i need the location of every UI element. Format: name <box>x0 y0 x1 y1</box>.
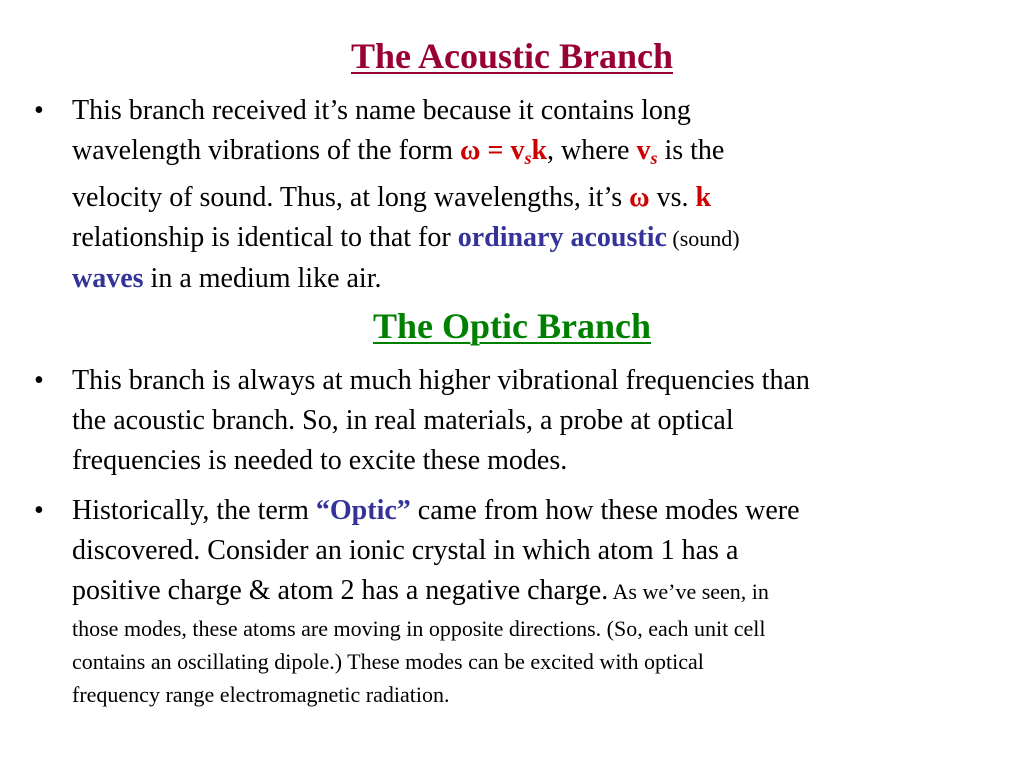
text-span-small: As we’ve seen, in <box>608 579 769 604</box>
small-text-block <box>72 612 984 711</box>
bullet-dot: • <box>34 365 44 396</box>
text-span: wavelength vibrations of the form <box>72 135 461 166</box>
formula-k: k <box>531 135 548 166</box>
subscript-s: s <box>650 148 658 168</box>
text-line <box>72 178 984 218</box>
text-line: frequency range electromagnetic radiation. <box>72 682 450 707</box>
subscript-s: s <box>524 148 532 168</box>
optic-branch-heading: The Optic Branch <box>372 306 651 346</box>
bullet-body <box>72 91 984 299</box>
text-span: velocity of sound. Thus, at long wavelengths, it’s <box>72 182 630 213</box>
text-line <box>72 218 984 259</box>
bullet-dot: • <box>34 495 44 526</box>
text-line: contains an oscillating dipole.) These modes can be excited with optical <box>72 649 704 674</box>
formula-k: k <box>695 182 712 213</box>
text-line <box>72 259 984 299</box>
text-span-small: (sound) <box>666 226 740 251</box>
text-line: the acoustic branch. So, in real materials, a probe at optical <box>72 405 734 436</box>
text-span: came from how these modes were <box>410 495 800 526</box>
formula-omega: ω <box>629 182 650 213</box>
text-line: those modes, these atoms are moving in opposite directions. (So, each unit cell <box>72 616 766 641</box>
bullet-optic-frequencies <box>34 361 984 481</box>
text-line: This branch received it’s name because it contains long <box>72 95 691 126</box>
dispersion-formula <box>460 135 547 166</box>
text-span: , where <box>547 135 637 166</box>
text-span: vs. <box>649 182 696 213</box>
text-line <box>72 131 984 178</box>
bullet-acoustic-description <box>34 91 984 299</box>
bullet-body <box>72 361 984 481</box>
text-span: positive charge & atom 2 has a negative charge. <box>72 575 609 606</box>
text-line <box>72 571 984 612</box>
text-span: is the <box>657 135 725 166</box>
emphasis-optic: “Optic” <box>315 495 411 526</box>
text-line <box>72 491 984 531</box>
text-span: Historically, the term <box>72 495 316 526</box>
text-span: relationship is identical to that for <box>72 222 458 253</box>
text-span: in a medium like air. <box>143 263 382 294</box>
acoustic-branch-heading: The Acoustic Branch <box>350 36 673 76</box>
bullet-optic-history <box>34 491 984 711</box>
formula-v: v <box>636 135 651 166</box>
bullet-body <box>72 491 984 711</box>
formula-velocity <box>636 135 657 166</box>
text-line: discovered. Consider an ionic crystal in which atom 1 has a <box>72 535 739 566</box>
text-line: frequencies is needed to excite these modes. <box>72 445 568 476</box>
emphasis-ordinary-acoustic: ordinary acoustic <box>457 222 667 253</box>
bullet-dot: • <box>34 95 44 126</box>
formula-omega: ω = v <box>460 135 525 166</box>
emphasis-waves: waves <box>72 263 144 294</box>
text-line: This branch is always at much higher vibrational frequencies than <box>72 365 810 396</box>
